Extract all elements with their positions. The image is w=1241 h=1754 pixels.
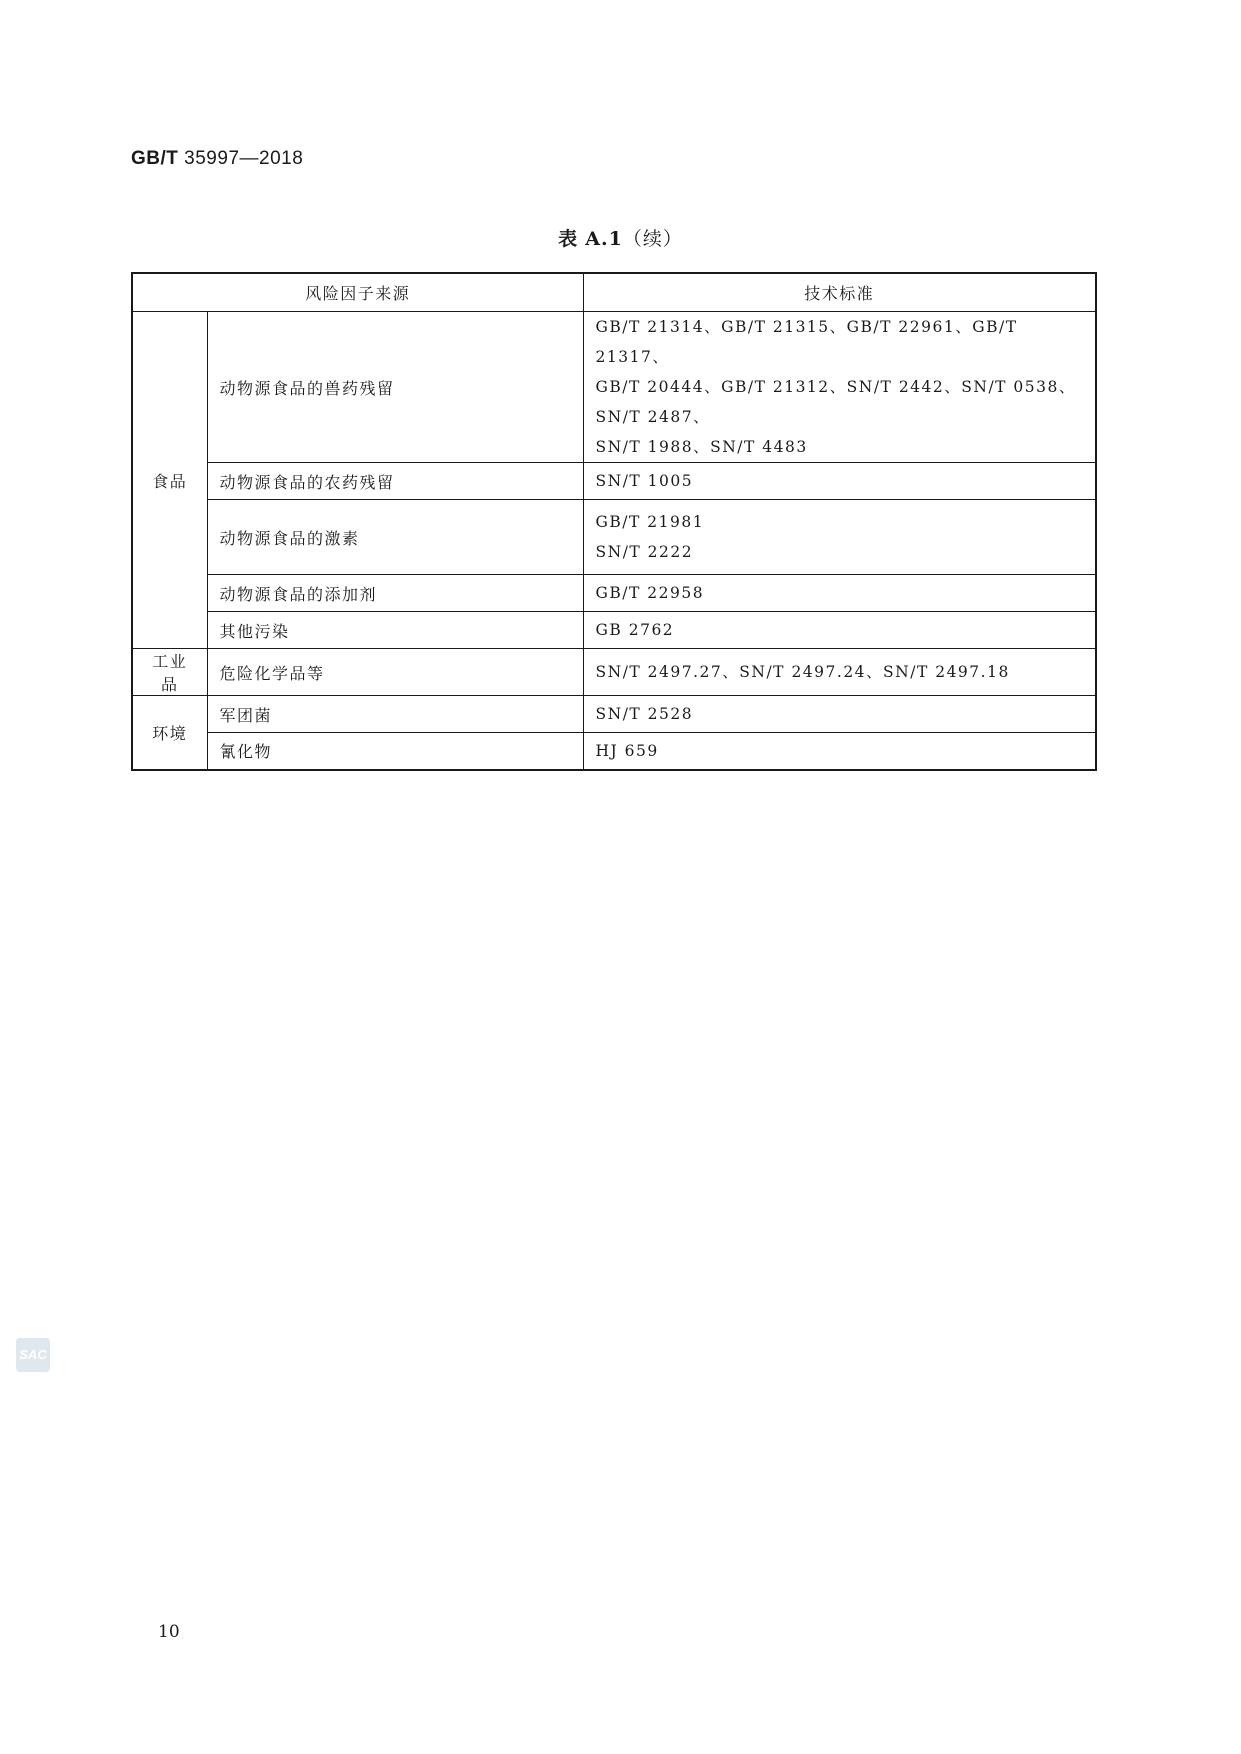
standard-cell <box>583 463 1096 500</box>
factor-cell: 其他污染 <box>207 612 583 649</box>
standard-cell <box>583 500 1096 575</box>
standard-cell <box>583 575 1096 612</box>
factor-cell: 军团菌 <box>207 696 583 733</box>
group-industrial: 工业品 <box>132 649 207 696</box>
table-header-row <box>132 273 1096 312</box>
table-caption <box>0 224 1241 251</box>
table-row <box>132 649 1096 696</box>
document-code <box>131 148 303 170</box>
table-row <box>132 696 1096 733</box>
factor-cell: 危险化学品等 <box>207 649 583 696</box>
factor-cell: 动物源食品的农药残留 <box>207 463 583 500</box>
standard-line: SN/T 1005 <box>595 472 694 490</box>
standard-line: GB/T 22958 <box>595 584 705 602</box>
standard-line: GB 2762 <box>595 621 675 639</box>
group-environment: 环境 <box>132 696 207 770</box>
standard-line: SN/T 2497.27、SN/T 2497.24、SN/T 2497.18 <box>595 663 1010 681</box>
table-caption-suffix: （续） <box>622 228 683 250</box>
standard-line: GB/T 21314、GB/T 21315、GB/T 22961、GB/T 21317、 <box>595 318 1018 366</box>
factor-cell: 动物源食品的兽药残留 <box>207 312 583 463</box>
standard-line: SN/T 1988、SN/T 4483 <box>595 438 808 456</box>
standard-cell <box>583 696 1096 733</box>
group-food: 食品 <box>132 312 207 649</box>
standard-cell <box>583 649 1096 696</box>
table-row <box>132 733 1096 770</box>
standard-cell <box>583 612 1096 649</box>
standard-cell <box>583 733 1096 770</box>
table-row <box>132 612 1096 649</box>
standard-line: SN/T 2222 <box>595 543 694 561</box>
sac-logo: SAC <box>16 1338 50 1372</box>
page-number: 10 <box>158 1622 180 1642</box>
standard-line: GB/T 20444、GB/T 21312、SN/T 2442、SN/T 0538、SN/T 2487、 <box>595 378 1076 426</box>
table-row <box>132 463 1096 500</box>
factor-cell: 动物源食品的添加剂 <box>207 575 583 612</box>
standard-line: GB/T 21981 <box>595 513 705 531</box>
document-code-prefix: GB/T <box>131 148 179 169</box>
factor-cell: 氰化物 <box>207 733 583 770</box>
standard-line: SN/T 2528 <box>595 705 694 723</box>
standard-line: HJ 659 <box>595 741 659 760</box>
table-row <box>132 312 1096 463</box>
header-technical-standard: 技术标准 <box>583 273 1096 312</box>
document-code-number: 35997—2018 <box>184 148 304 169</box>
header-risk-source: 风险因子来源 <box>132 273 583 312</box>
table-caption-prefix: 表 <box>558 228 579 250</box>
table-row <box>132 500 1096 575</box>
table-row <box>132 575 1096 612</box>
factor-cell: 动物源食品的激素 <box>207 500 583 575</box>
standard-cell <box>583 312 1096 463</box>
table-caption-number: A.1 <box>585 228 623 250</box>
risk-factor-standards-table <box>131 272 1097 771</box>
